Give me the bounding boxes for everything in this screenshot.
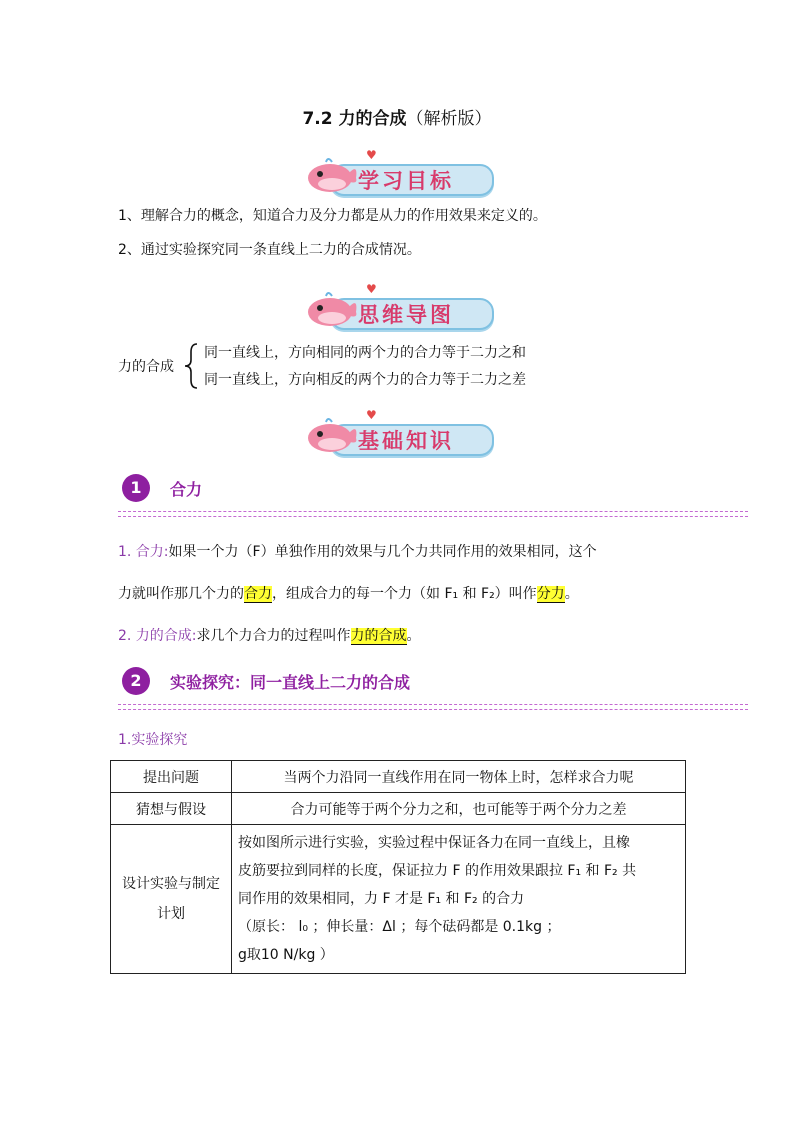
design-line: 同作用的效果相同，力 F 才是 F₁ 和 F₂ 的合力 xyxy=(238,891,525,907)
banner-basics-label: 基础知识 xyxy=(358,428,454,453)
brace-icon xyxy=(183,342,201,390)
section-title-1: 合力 xyxy=(170,480,203,499)
design-line: 皮筋要拉到同样的长度，保证拉力 F 的作用效果跟拉 F₁ 和 F₂ 共 xyxy=(238,863,637,879)
paragraph-text: 。 xyxy=(406,628,421,644)
section-title-2: 实验探究：同一直线上二力的合成 xyxy=(170,673,411,692)
experiment-table xyxy=(110,760,686,974)
divider xyxy=(118,704,748,705)
term-label: 1. 合力: xyxy=(118,544,169,560)
page-title xyxy=(0,104,794,129)
table-value-design xyxy=(232,825,686,974)
table-key: 提出问题 xyxy=(111,761,232,793)
heart-icon: ♥ xyxy=(366,282,377,296)
whale-icon xyxy=(300,414,358,454)
divider xyxy=(118,709,748,710)
mindmap-branch-1: 同一直线上，方向相同的两个力的合力等于二力之和 xyxy=(204,345,526,361)
banner-basics xyxy=(300,408,510,458)
design-line: g取10 N/kg ） xyxy=(238,947,334,963)
title-sub: （解析版） xyxy=(406,109,492,129)
mindmap-root: 力的合成 xyxy=(118,359,174,375)
paragraph-text: 求几个力合力的过程叫作 xyxy=(196,628,351,644)
banner-mindmap-label: 思维导图 xyxy=(358,302,454,327)
section-number-2: 2 xyxy=(122,667,150,695)
table-row xyxy=(111,793,686,825)
banner-goal xyxy=(300,148,510,198)
mindmap-branch-2: 同一直线上，方向相反的两个力的合力等于二力之差 xyxy=(204,372,526,388)
heart-icon: ♥ xyxy=(366,408,377,422)
highlight-component: 分力 xyxy=(536,586,565,602)
goal-item-2: 2、通过实验探究同一条直线上二力的合成情况。 xyxy=(118,242,421,258)
whale-icon xyxy=(300,288,358,328)
section-number-1: 1 xyxy=(122,474,150,502)
paragraph-composition xyxy=(118,626,421,646)
goal-item-1: 1、理解合力的概念，知道合力及分力都是从力的作用效果来定义的。 xyxy=(118,208,547,224)
table-key: 猜想与假设 xyxy=(111,793,232,825)
paragraph-text: ，组成合力的每一个力（如 F₁ 和 F₂）叫作 xyxy=(272,586,537,602)
paragraph-resultant-cont xyxy=(118,584,579,604)
paragraph-text: 。 xyxy=(564,586,579,602)
table-row xyxy=(111,761,686,793)
table-value: 当两个力沿同一直线作用在同一物体上时，怎样求合力呢 xyxy=(232,761,686,793)
banner-mindmap xyxy=(300,282,510,332)
table-key: 设计实验与制定计划 xyxy=(111,825,232,974)
banner-goal-label: 学习目标 xyxy=(358,168,454,193)
divider xyxy=(118,516,748,517)
table-row xyxy=(111,825,686,974)
whale-icon xyxy=(300,154,358,194)
subsection-label: 1.实验探究 xyxy=(118,732,188,748)
highlight-resultant: 合力 xyxy=(244,586,272,602)
table-value: 合力可能等于两个分力之和，也可能等于两个分力之差 xyxy=(232,793,686,825)
paragraph-resultant xyxy=(118,542,597,562)
design-line: （原长： l₀ ；伸长量：Δl ；每个砝码都是 0.1kg ； xyxy=(238,919,561,935)
design-line: 按如图所示进行实验，实验过程中保证各力在同一直线上，且橡 xyxy=(238,835,630,851)
heart-icon: ♥ xyxy=(366,148,377,162)
paragraph-text: 如果一个力（F）单独作用的效果与几个力共同作用的效果相同，这个 xyxy=(168,544,597,560)
highlight-composition: 力的合成 xyxy=(350,628,407,644)
title-main: 7.2 力的合成 xyxy=(302,109,407,129)
divider xyxy=(118,511,748,512)
term-label: 2. 力的合成: xyxy=(118,628,197,644)
paragraph-text: 力就叫作那几个力的 xyxy=(118,586,244,602)
